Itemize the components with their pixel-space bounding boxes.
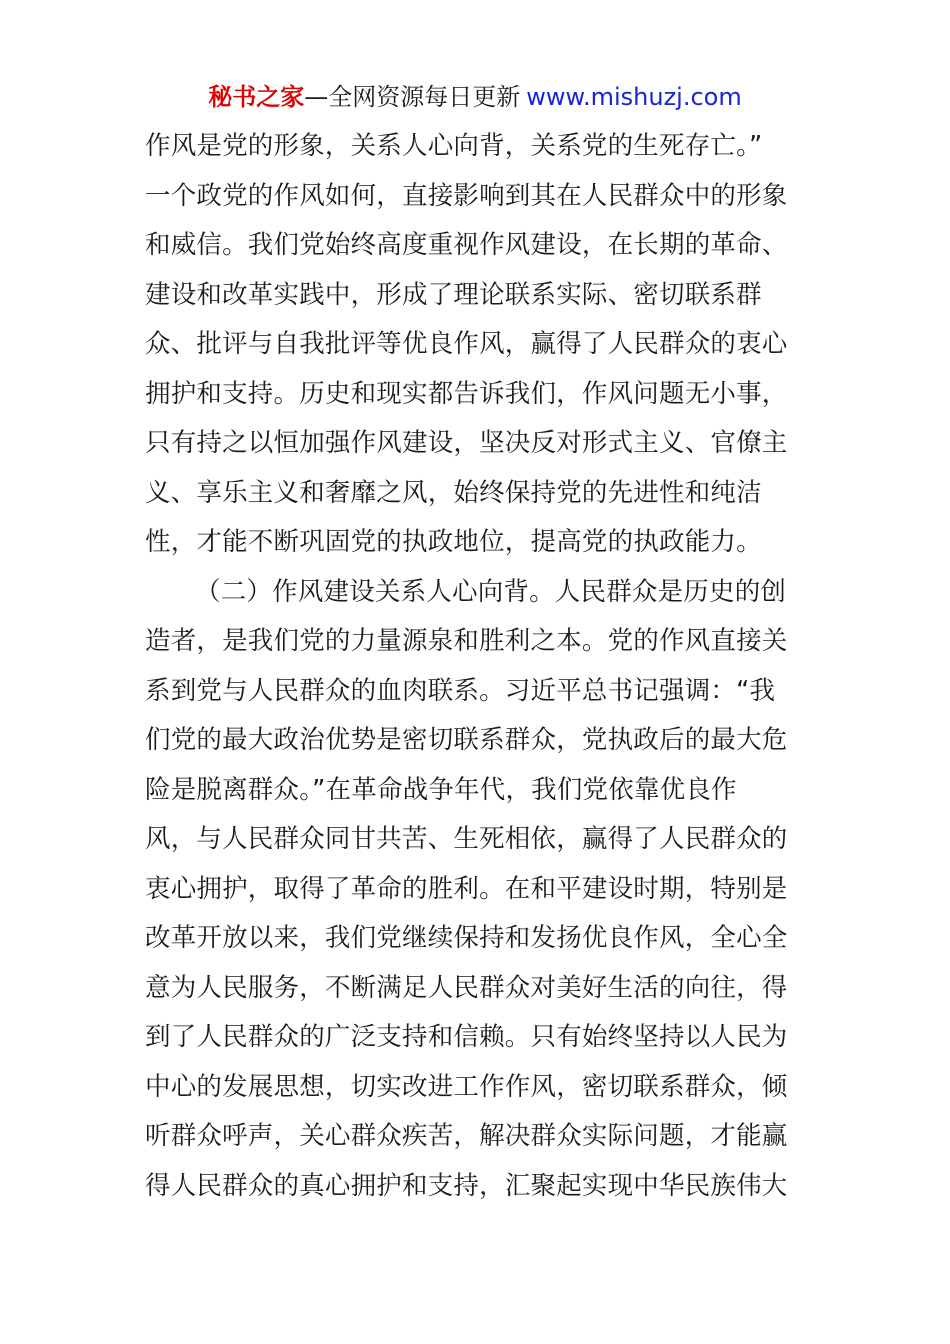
- paragraph-start-line: （二）作风建设关系人心向背。人民群众是历史的创: [195, 576, 787, 607]
- text-line: 众、批评与自我批评等优良作风，赢得了人民群众的衷心: [145, 329, 788, 359]
- text-line: 作风是党的形象，关系人心向背，关系党的生死存亡。”: [145, 131, 763, 161]
- page-header: [0, 80, 950, 114]
- text-line: 中心的发展思想，切实改进工作作风，密切联系群众，倾: [145, 1071, 788, 1102]
- site-url[interactable]: www.mishuzj.com: [526, 83, 742, 111]
- text-line: 们党的最大政治优势是密切联系群众，党执政后的最大危: [145, 725, 788, 755]
- text-line: 系到党与人民群众的血肉联系。习近平总书记强调：“我: [145, 675, 776, 706]
- text-line: 改革开放以来，我们党继续保持和发扬优良作风，全心全: [145, 923, 788, 953]
- text-line: 衷心拥护，取得了革命的胜利。在和平建设时期，特别是: [145, 873, 788, 904]
- text-line: 听群众呼声，关心群众疾苦，解决群众实际问题，才能赢: [145, 1121, 788, 1151]
- text-line: 只有持之以恒加强作风建设，坚决反对形式主义、官僚主: [145, 428, 788, 458]
- text-line: 到了人民群众的广泛支持和信赖。只有始终坚持以人民为: [145, 1022, 788, 1052]
- text-line: 拥护和支持。历史和现实都告诉我们，作风问题无小事，: [145, 378, 788, 409]
- document-body: [145, 122, 805, 1211]
- text-line: 和威信。我们党始终高度重视作风建设，在长期的革命、: [145, 230, 788, 260]
- text-line: 性，才能不断巩固党的执政地位，提高党的执政能力。: [145, 527, 762, 557]
- text-line: 险是脱离群众。”在革命战争年代，我们党依靠优良作: [145, 774, 737, 805]
- text-line: 意为人民服务，不断满足人民群众对美好生活的向往，得: [145, 972, 788, 1003]
- header-tagline: —全网资源每日更新: [304, 83, 521, 111]
- brand-name: 秘书之家: [208, 83, 305, 111]
- text-line: 义、享乐主义和奢靡之风，始终保持党的先进性和纯洁: [145, 477, 762, 508]
- text-line: 造者，是我们党的力量源泉和胜利之本。党的作风直接关: [145, 626, 788, 656]
- text-line: 建设和改革实践中，形成了理论联系实际、密切联系群: [145, 279, 762, 310]
- text-line: 风，与人民群众同甘共苦、生死相依，赢得了人民群众的: [145, 824, 788, 854]
- text-line: 得人民群众的真心拥护和支持，汇聚起实现中华民族伟大: [145, 1170, 788, 1201]
- text-line: 一个政党的作风如何，直接影响到其在人民群众中的形象: [145, 180, 788, 211]
